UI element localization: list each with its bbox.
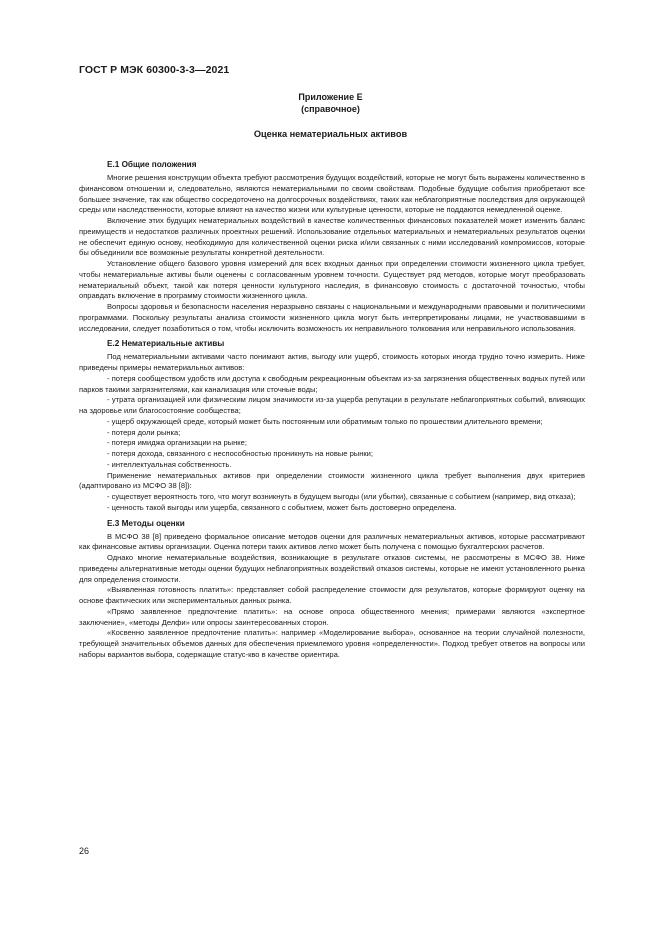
paragraph: «Выявленная готовность платить»: представляет собой распределение стоимости для результатов, которые формируют оценку на основе фактических или экспериментальных данных рынка.	[79, 585, 585, 605]
list-item: - ущерб окружающей среде, который может быть постоянным или обратимым только по прошествии длительного времени;	[107, 416, 543, 426]
list-item: - потеря доли рынка;	[107, 427, 181, 437]
paragraph: «Прямо заявленное предпочтение платить»: на основе опроса общественного мнения; примерами являются «экспертное заключение», «методы Делфи» или опросы заинтересованных сторон.	[79, 606, 585, 627]
document-code-header: ГОСТ Р МЭК 60300-3-3—2021	[79, 64, 230, 76]
section-e3-heading: Е.3 Методы оценки	[107, 518, 185, 528]
list-item: - интеллектуальная собственность.	[107, 459, 232, 469]
paragraph: Включение этих будущих нематериальных воздействий в качестве количественных финансовых показателей может изменить баланс преимуществ и недостатков различных проектных решений. Использование отдельных материальных и нематериальных результатов оценки не обеспечит единую основу, необходимую для количественной оценки риска и/или связанных с ними исследований компромиссов, которые бы объединили все возможные результаты конкретной деятельности.	[79, 216, 585, 258]
annex-title: Приложение Е	[298, 92, 363, 102]
paragraph: «Косвенно заявленное предпочтение платить»: например «Моделирование выбора», основанное на теории случайной полезности, требующей значительных объемов данных для обеспечения приемлемого уровня «определенности». Подход требует ответов на вопросы или наборы вариантов выбора, содержащие статус-кво в качестве ориентира.	[79, 628, 585, 659]
paragraph: Установление общего базового уровня измерений для всех входных данных при определении стоимости жизненного цикла требует, чтобы нематериальные активы были оценены с согласованным уровнем точности. Существует ряд методов, которые могут преобразовать нематериальный объект, такой как потеря ценности культурного наследия, в финансовую стоимость с достаточной точностью, чтобы оправдать включение в программу стоимости жизненного цикла.	[79, 259, 585, 301]
paragraph: Под нематериальными активами часто понимают актив, выгоду или ущерб, стоимость которых иногда трудно точно измерить. Ниже приведены примеры нематериальных активов:	[79, 352, 585, 372]
paragraph: Однако многие нематериальные воздействия, возникающие в результате отказов системы, не рассмотрены в МСФО 38. Ниже приведены альтернативные методы оценки будущих неблагоприятных воздействий отказов системы, которые не имеют установленного рынка для определения стоимости.	[79, 553, 585, 584]
paragraph: Вопросы здоровья и безопасности населения неразрывно связаны с национальными и международными правовыми и политическими программами. Поскольку результаты анализа стоимости жизненного цикла могут быть интерпретированы лицами, не участвовавшими в исследовании, следует позаботиться о том, чтобы исключить возможность их неправильного толкования или неправильного использования.	[79, 302, 585, 333]
annex-heading: Оценка нематериальных активов	[253, 129, 408, 139]
annex-type: (справочное)	[301, 104, 360, 114]
paragraph: В МСФО 38 [8] приведено формальное описание методов оценки для различных нематериальных активов, которые рассматривают как финансовые активы организации. Оценка потери таких активов легко может быть получена с помощью бухгалтерских расчетов.	[79, 531, 585, 552]
list-item: - существует вероятность того, что могут возникнуть в будущем выгоды (или убытки), связанные с событием (например, вид отказа);	[107, 492, 576, 501]
list-item: - потеря имиджа организации на рынке;	[107, 438, 247, 448]
section-e1-heading: Е.1 Общие положения	[107, 160, 197, 169]
paragraph: Применение нематериальных активов при определении стоимости жизненного цикла требует выполнения двух критериев (адаптировано из МСФО 38 [8]):	[79, 470, 585, 491]
list-item: - ценность такой выгоды или ущерба, связанного с событием, может быть достоверно определена.	[107, 502, 457, 512]
page-number: 26	[79, 846, 90, 856]
list-item: - утрата организацией или физическим лицом значимости из-за ущерба репутации в результате неблагоприятных событий, влияющих на здоровье или благосостояние сообщества;	[79, 395, 585, 415]
paragraph: Многие решения конструкции объекта требуют рассмотрения будущих воздействий, которые не могут быть выражены количественно в финансовом отношении и, следовательно, являются нематериальными по своим свойствам. Подобные будущие события приобретают все большее значение, так как общество сосредоточено на долгосрочных воздействиях, таких как неблагоприятные последствия для окружающей среды или наследственности, которые влияют на качество жизни или культурные ценности, которые не поддаются немедленной оценке.	[79, 173, 585, 215]
document-body	[79, 159, 585, 661]
section-e2-heading: Е.2 Нематериальные активы	[107, 339, 225, 349]
list-item: - потеря дохода, связанного с неспособностью проникнуть на новые рынки;	[107, 449, 373, 458]
list-item: - потеря сообществом удобств или доступа к свободным рекреационным объектам из-за загрязнения общественных водных путей или парков такими загрязнителями, как канализация или сточные воды;	[79, 373, 585, 394]
